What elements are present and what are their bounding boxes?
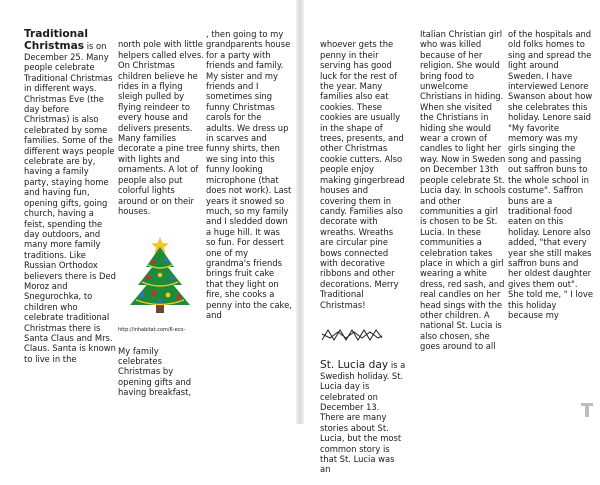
cookies-wreaths-paragraph: whoever gets the penny in their serving has good luck for the rest of the year. Many families also eat cookies. These cookies are usually in the shape of trees, presents, and other Christmas cookie cutters. Also people enjoy making gingerbread houses and covering them in candy. Families also decorate with wreaths. Wreaths are circular pine bows connected with decorative ribbons and other decorations. Merry Traditional Christmas! — [320, 39, 405, 310]
right-page — [304, 0, 600, 475]
left-page — [0, 0, 296, 424]
left-column-1 — [24, 28, 116, 364]
right-column-3 — [508, 29, 594, 320]
book-gutter — [296, 0, 304, 424]
left-column-2 — [118, 29, 204, 408]
st-lucia-day-heading: St. Lucia day — [320, 358, 389, 371]
santa-paragraph: north pole with little helpers called elves. On Christmas children believe he rides in a flying sleigh pulled by flying reindeer to every house and delivers presents. Many families decorate a pine tree with lights and ornaments. A lot of people also put colorful lights around or on their houses. — [118, 39, 204, 216]
christmas-tree-image — [124, 235, 196, 315]
right-column-1 — [320, 29, 406, 485]
image-source-url: http://inhabitat.com/6-eco- — [118, 327, 186, 334]
decorative-scribble — [320, 324, 384, 346]
tree-trunk — [156, 305, 164, 313]
traditional-christmas-intro: is on December 25. Many people celebrate Traditional Christmas in different ways. Christmas Eve (the day before Christmas) is also celebrated by some families. Some of the different ways people celebrate are by, having a family party, staying home and having fun, opening gifts, going church, having a feist, spending the day outdoors, and many more family traditions. Like Russian Orthodox believers there is Ded Moroz and Snegurochka, to children who celebrate traditional Christmas there is Santa Claus and Mrs. Claus. Santa is known to live in the — [24, 41, 116, 364]
lenore-interview-paragraph: of the hospitals and old folks homes to sing and spread the light around Sweden. I have interviewed Lenore Swanson about how she celebrates this holiday. Lenore said "My favorite memory was my girls singing the song and passing out saffron buns to the whole school in costume". Saffron buns are a traditional food eaten on this holiday. Lenore also added, "that every year she still makes saffron buns and her oldest daughter gives them out". She told me, " I love this holiday because my — [508, 29, 593, 320]
my-family-paragraph: My family celebrates Christmas by opening gifts and having breakfast, — [118, 345, 192, 398]
grandparents-paragraph: , then going to my grandparents house for a party with friends and family. My sister and my friends and I sometimes sing funny Christmas carols for the adults. We dress up in scarves and funny shirts, then we sing into this funny looking microphone (that does not work). Last years it snowed so much, so my family and I sledded down a huge hill. It was so fun. For dessert one of my grandma's friends brings fruit cake that they light on fire, she cooks a penny into the cake, and — [206, 29, 292, 320]
left-column-3 — [206, 29, 292, 320]
corner-logo-icon — [580, 402, 594, 418]
st-lucia-intro: is a Swedish holiday. St. Lucia day is celebrated on December 13. There are many stories about St. Lucia, but the most common story is that St. Lucia was an — [320, 359, 406, 475]
traditional-christmas-heading: Traditional Christmas — [24, 28, 88, 52]
st-lucia-story-paragraph: Italian Christian girl who was killed because of her religion. She would bring food to unwelcome Christians in hiding. When she visited the Christians in hiding she would wear a crown of candles to light her way. Now in Sweden on December 13th people celebrate St. Lucia day. In schools and other communities a girl is chosen to be St. Lucia. In these communities a celebration takes place in which a girl wearing a white dress, red sash, and real candles on her head sings with the other children. A national St. Lucia is also chosen, she goes around to all — [420, 29, 506, 352]
right-column-2 — [420, 29, 506, 352]
